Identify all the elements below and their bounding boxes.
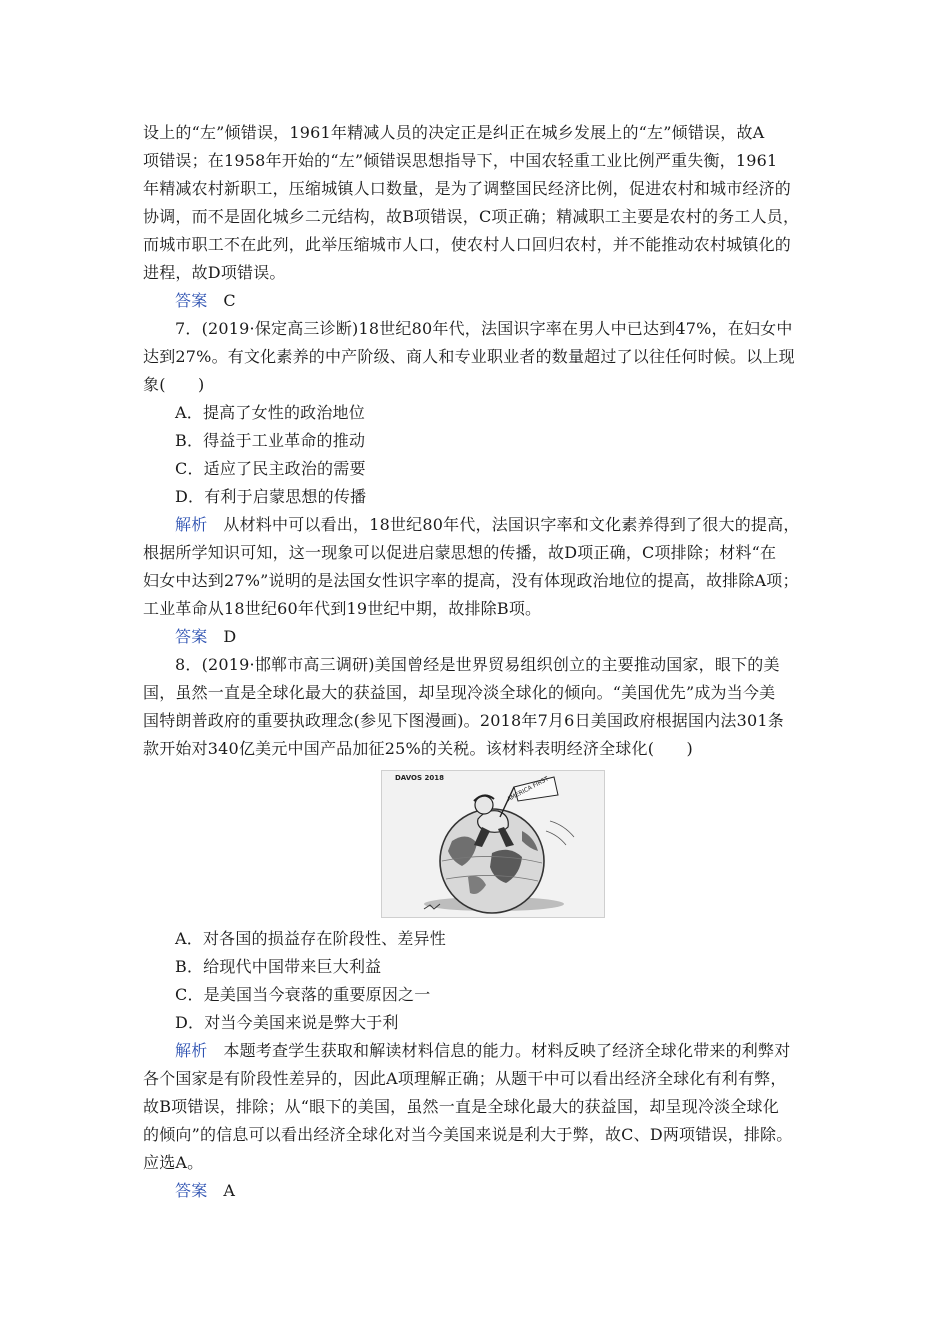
analysis-label: 解析 bbox=[175, 515, 208, 534]
q8-stem-line-4: 款开始对340亿美元中国产品加征25%的关税。该材料表明经济全球化( ) bbox=[143, 739, 693, 758]
q7-answer bbox=[175, 627, 236, 647]
prev-analysis-line-2: 项错误；在1958年开始的“左”倾错误思想指导下，中国农轻重工业比例严重失衡，1961 bbox=[143, 151, 778, 170]
q7-analysis-line-4: 工业革命从18世纪60年代到19世纪中期，故排除B项。 bbox=[143, 599, 542, 618]
answer-label: 答案 bbox=[175, 291, 208, 310]
q8-option-b: B．给现代中国带来巨大利益 bbox=[175, 957, 382, 976]
q7-option-a: A．提高了女性的政治地位 bbox=[175, 403, 365, 422]
q8-stem-line-3: 国特朗普政府的重要执政理念(参见下图漫画)。2018年7月6日美国政府根据国内法301条 bbox=[143, 711, 784, 730]
cartoon-image bbox=[381, 770, 605, 918]
prev-analysis-line-4: 协调，而不是固化城乡二元结构，故B项错误，C项正确；精减职工主要是农村的务工人员， bbox=[143, 207, 800, 226]
q8-analysis-line-1 bbox=[175, 1041, 790, 1061]
q8-option-d: D．对当今美国来说是弊大于利 bbox=[175, 1013, 399, 1032]
q7-analysis-line-1 bbox=[175, 515, 800, 535]
q8-analysis-first: 本题考查学生获取和解读材料信息的能力。材料反映了经济全球化带来的利弊对 bbox=[223, 1041, 791, 1060]
cartoon-title: DAVOS 2018 bbox=[395, 774, 444, 782]
q7-option-b: B．得益于工业革命的推动 bbox=[175, 431, 366, 450]
q8-option-c: C．是美国当今衰落的重要原因之一 bbox=[175, 985, 431, 1004]
q7-stem-line-2: 达到27%。有文化素养的中产阶级、商人和专业职业者的数量超过了以往任何时候。以上现 bbox=[143, 347, 795, 366]
q7-analysis-first: 从材料中可以看出，18世纪80年代，法国识字率和文化素养得到了很大的提高， bbox=[223, 515, 800, 534]
q8-analysis-line-2: 各个国家是有阶段性差异的，因此A项理解正确；从题干中可以看出经济全球化有利有弊， bbox=[143, 1069, 787, 1088]
q8-analysis-line-4: 的倾向”的信息可以看出经济全球化对当今美国来说是利大于弊，故C、D两项错误，排除。 bbox=[143, 1125, 793, 1144]
q8-option-a: A．对各国的损益存在阶段性、差异性 bbox=[175, 929, 446, 948]
answer-label: 答案 bbox=[175, 627, 208, 646]
q7-stem-line-1: 7．(2019·保定高三诊断)18世纪80年代，法国识字率在男人中已达到47%，在妇女中 bbox=[175, 319, 793, 338]
cartoon-flag-text: AMERICA FIRST bbox=[506, 775, 550, 804]
q8-analysis-line-3: 故B项错误，排除；从“眼下的美国，虽然一直是全球化最大的获益国，却呈现冷淡全球化 bbox=[143, 1097, 779, 1116]
q7-option-d: D．有利于启蒙思想的传播 bbox=[175, 487, 367, 506]
q8-stem-line-2: 国，虽然一直是全球化最大的获益国，却呈现冷淡全球化的倾向。“美国优先”成为当今美 bbox=[143, 683, 776, 702]
answer-value: A bbox=[223, 1181, 236, 1200]
q7-stem-line-3: 象( ) bbox=[143, 375, 205, 394]
answer-label: 答案 bbox=[175, 1181, 208, 1200]
q7-option-c: C．适应了民主政治的需要 bbox=[175, 459, 366, 478]
cartoon-drawing bbox=[382, 771, 604, 917]
q7-analysis-line-3: 妇女中达到27%”说明的是法国女性识字率的提高，没有体现政治地位的提高，故排除A项； bbox=[143, 571, 799, 590]
prev-analysis-line-6: 进程，故D项错误。 bbox=[143, 263, 286, 282]
q8-stem-line-1: 8．(2019·邯郸市高三调研)美国曾经是世界贸易组织创立的主要推动国家，眼下的美 bbox=[175, 655, 780, 674]
prev-answer bbox=[175, 291, 236, 311]
answer-value: D bbox=[223, 627, 237, 646]
prev-analysis-line-1: 设上的“左”倾错误，1961年精减人员的决定正是纠正在城乡发展上的“左”倾错误，故A bbox=[143, 123, 765, 142]
q8-analysis-line-5: 应选A。 bbox=[143, 1153, 204, 1172]
analysis-label: 解析 bbox=[175, 1041, 208, 1060]
q7-analysis-line-2: 根据所学知识可知，这一现象可以促进启蒙思想的传播，故D项正确，C项排除；材料“在 bbox=[143, 543, 777, 562]
answer-value: C bbox=[223, 291, 236, 310]
q8-answer bbox=[175, 1181, 235, 1201]
prev-analysis-line-5: 而城市职工不在此列，此举压缩城市人口，使农村人口回归农村，并不能推动农村城镇化的 bbox=[143, 235, 792, 254]
prev-analysis-line-3: 年精减农村新职工，压缩城镇人口数量，是为了调整国民经济比例，促进农村和城市经济的 bbox=[143, 179, 792, 198]
